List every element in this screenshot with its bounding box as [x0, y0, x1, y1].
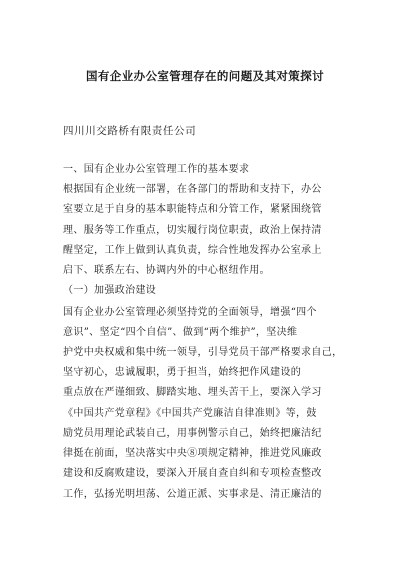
paragraph-line: 护党中央权威和集中统一领导，引导党员干部严格要求自己，: [63, 347, 343, 358]
paragraph-line: 启下、联系左右、协调内外的中心枢纽作用。: [63, 265, 270, 276]
paragraph-line: 励党员用理论武装自己，用事例警示自己，始终把廉洁纪: [63, 428, 322, 439]
paragraph-line: 重点放在严谨细致、脚踏实地、埋头苦干上，要深入学习: [63, 387, 322, 398]
paragraph-line: 国有企业办公室管理必须坚持党的全面领导，增强“四个: [63, 307, 317, 318]
paragraph-line: 根据国有企业统一部署，在各部门的帮助和支持下，办公: [63, 184, 322, 195]
paragraph-line: 《中国共产党章程》《中国共产党廉洁自律准则》等，鼓: [63, 408, 317, 419]
section-heading: 一、国有企业办公室管理工作的基本要求: [63, 164, 250, 175]
paragraph-line: 理、服务等工作重点，切实履行岗位职责，政治上保持清: [63, 225, 322, 236]
company-name: 四川川交路桥有限责任公司: [63, 125, 197, 137]
paragraph-line: 建设和反腐败建设，要深入开展自查自纠和专项检查整改: [63, 468, 322, 479]
paragraph-line: 律挺在前面，坚决落实中央⑧项规定精神，推进党风廉政: [63, 448, 322, 459]
document-title: 国有企业办公室管理存在的问题及其对策探讨: [86, 69, 324, 83]
paragraph-line: 工作，弘扬光明坦荡、公道正派、实事求是、清正廉洁的: [63, 489, 322, 500]
paragraph-line: 室要立足于自身的基本职能特点和分管工作，紧紧围绕管: [63, 204, 322, 215]
subsection-heading: （一）加强政治建设: [63, 285, 157, 296]
paragraph-line: 醒坚定，工作上做到认真负责，综合性地发挥办公室承上: [63, 245, 322, 256]
paragraph-line: 坚守初心，忠诚履职，勇于担当，始终把作风建设的: [63, 367, 302, 378]
paragraph-line: 意识”、坚定“四个自信”、做到“两个维护”，坚决维: [63, 327, 298, 338]
